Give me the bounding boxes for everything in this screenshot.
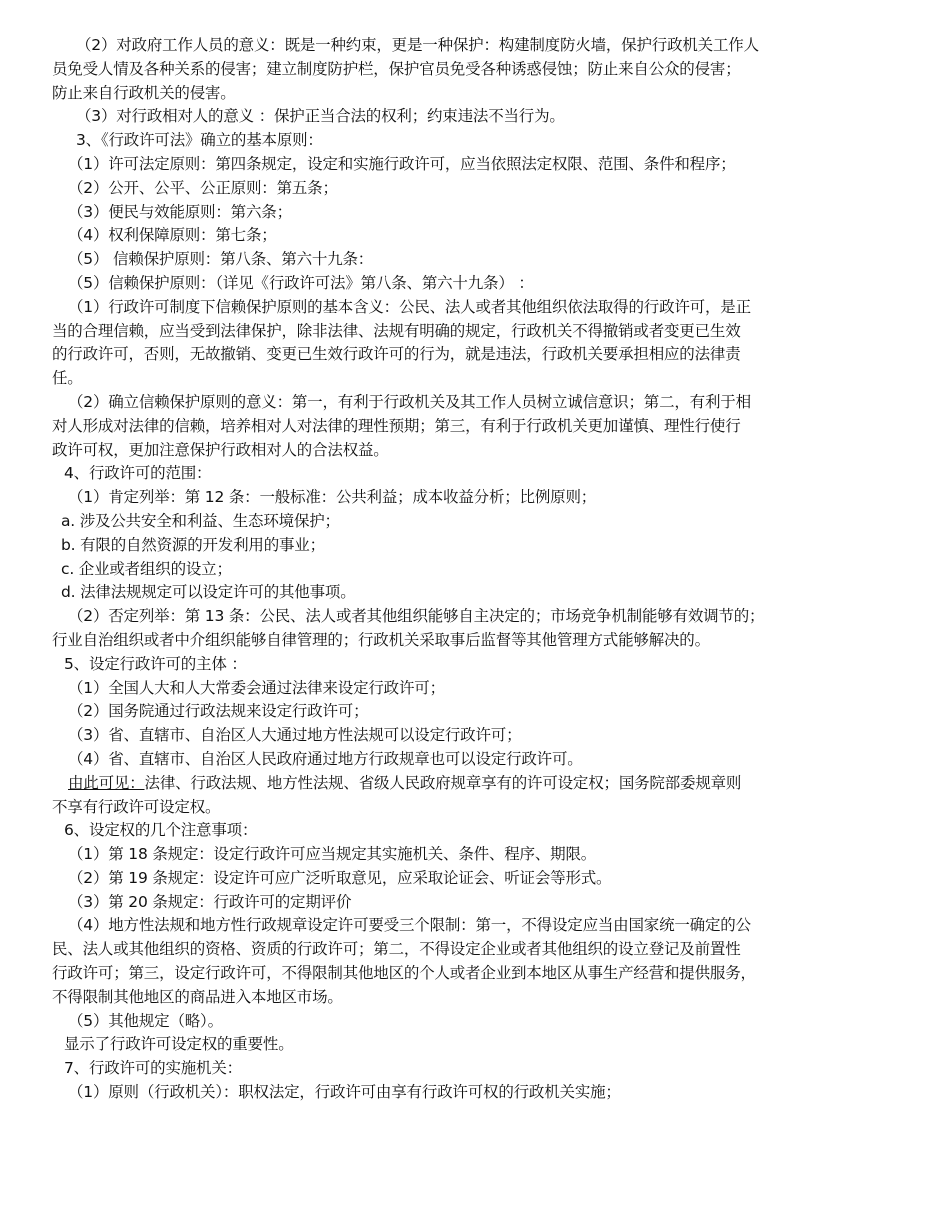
text-line: 行政许可；第三，设定行政许可，不得限制其他地区的个人或者企业到本地区从事生产经营和提供服务， [52,964,756,983]
text-line: （2）国务院通过行政法规来设定行政许可； [68,702,369,721]
text-line: （3）便民与效能原则：第六条； [68,202,292,221]
list-item: b. 有限的自然资源的开发利用的事业； [61,535,325,554]
text-line: 员免受人情及各种关系的侵害；建立制度防护栏，保护官员免受各种诱惑侵蚀；防止来自公众的侵害； [52,59,741,78]
text-line: 不享有行政许可设定权。 [52,797,221,816]
text-line: （2）第 19 条规定：设定许可应广泛听取意见，应采取论证会、听证会等形式。 [68,868,612,887]
text-line [52,772,852,796]
document-page [52,34,852,1105]
text-line: 行业自治组织或者中介组织能够自律管理的；行政机关采取事后监督等其他管理方式能够解决的。 [52,630,710,649]
section-heading: 7、行政许可的实施机关： [64,1059,242,1078]
text-line: 的行政许可，否则，无故撤销、变更已生效行政许可的行为，就是违法，行政机关要承担相应的法律责 [52,345,741,364]
text-line: 对人形成对法律的信赖，培养相对人对法律的理性预期；第三，有利于行政机关更加谨慎、理性行使行 [52,416,741,435]
text-line: （3）省、直辖市、自治区人大通过地方性法规可以设定行政许可； [68,726,522,745]
text-line: （2）公开、公平、公正原则：第五条； [68,178,338,197]
text-line: （1）全国人大和人大常委会通过法律来设定行政许可； [68,678,445,697]
text-line: 显示了行政许可设定权的重要性。 [64,1035,294,1054]
list-item: d. 法律法规规定可以设定许可的其他事项。 [61,583,356,602]
text-line: （5）其他规定（略）。 [68,1011,223,1030]
text-line: 政许可权，更加注意保护行政相对人的合法权益。 [52,440,389,459]
text-line: （2）确立信赖保护原则的意义：第一，有利于行政机关及其工作人员树立诚信意识；第二，有利于相 [68,392,751,411]
text-line: （1）行政许可制度下信赖保护原则的基本含义：公民、法人或者其他组织依法取得的行政许可，是正 [68,297,751,316]
text-line: （1）许可法定原则：第四条规定，设定和实施行政许可，应当依照法定权限、范围、条件和程序； [68,154,736,173]
text-line: 任。 [52,369,83,388]
text-line: （3）第 20 条规定：行政许可的定期评价 [68,892,352,911]
text-line: （4）权利保障原则：第七条； [68,226,277,245]
underlined-lead: 由此可见： [68,773,145,792]
text-line: （5）信赖保护原则：（详见《行政许可法》第八条、第六十九条） ： [68,273,534,292]
text-line: （1）肯定列举：第 12 条：一般标准：公共利益；成本收益分析；比例原则； [68,488,597,507]
text-line: （4）地方性法规和地方性行政规章设定许可要受三个限制：第一，不得设定应当由国家统一确定的公 [68,916,751,935]
text-line: （3）对行政相对人的意义 ：保护正当合法的权利；约束违法不当行为。 [76,107,565,126]
text-line: （5） 信赖保护原则：第八条、第六十九条： [68,250,374,269]
text-line: 民、法人或其他组织的资格、资质的行政许可；第二，不得设定企业或者其他组织的设立登记及前置性 [52,940,741,959]
section-heading: 5、设定行政许可的主体 ： [64,654,247,673]
section-heading: 4、行政许可的范围： [64,464,212,483]
text-line: （1）第 18 条规定：设定行政许可应当规定其实施机关、条件、程序、期限。 [68,845,597,864]
section-heading: 3、《行政许可法》确立的基本原则： [76,131,323,150]
text-line: （1）原则（行政机关）：职权法定，行政许可由享有行政许可权的行政机关实施； [68,1083,621,1102]
text-line: （2）对政府工作人员的意义：既是一种约束，更是一种保护：构建制度防火墙，保护行政机关工作人 [76,36,759,54]
text-line: （4）省、直辖市、自治区人民政府通过地方行政规章也可以设定行政许可。 [68,749,583,768]
text-line: 当的合理信赖，应当受到法律保护，除非法律、法规有明确的规定，行政机关不得撤销或者变更已生效 [52,321,741,340]
list-item: c. 企业或者组织的设立； [61,559,232,578]
text-line: （2）否定列举：第 13 条：公民、法人或者其他组织能够自主决定的；市场竞争机制能够有效调节的； [68,607,765,626]
text-line: 不得限制其他地区的商品进入本地区市场。 [52,987,343,1006]
text-line: 防止来自行政机关的侵害。 [52,83,236,102]
list-item: a. 涉及公共安全和利益、生态环境保护； [61,511,340,530]
section-heading: 6、设定权的几个注意事项： [64,821,258,840]
text-line-rest: 法律、行政法规、地方性法规、省级人民政府规章享有的许可设定权；国务院部委规章则 [144,773,742,792]
